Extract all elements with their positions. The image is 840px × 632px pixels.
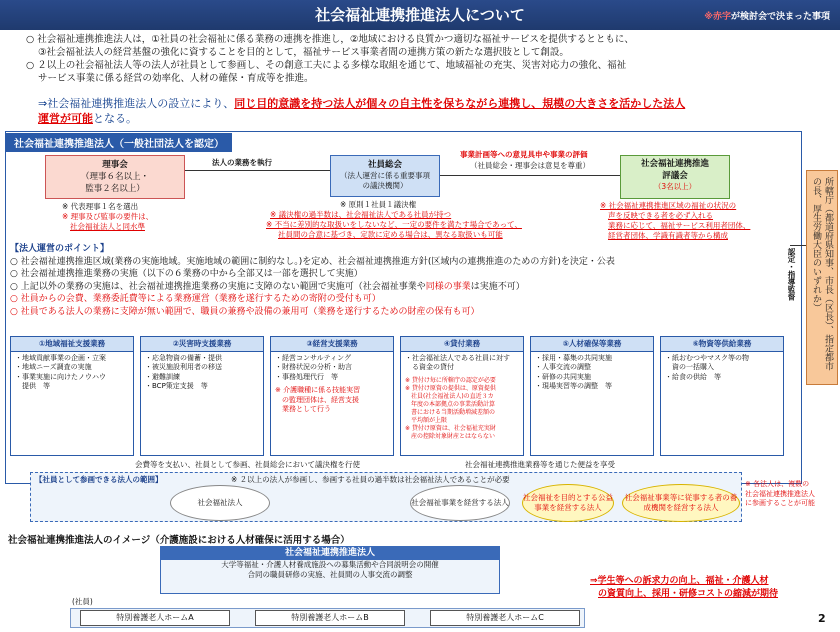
business-column-title: ③経営支援業務 — [271, 337, 393, 352]
member-range: 【社員として参画できる法人の範囲】 ※ ２以上の法人が参画し、参画する社員の過半数は社会福祉法人であることが必要 — [30, 472, 742, 522]
expected-effect: ⇒学生等への訴求力の向上、福祉・介護人材 の資質向上、採用・研修コストの縮減が期待 — [590, 576, 779, 599]
exec-label: 法人の業務を執行 — [212, 158, 272, 167]
frame-title: 社会福祉連携推進法人（一般社団法人を認定） — [6, 133, 232, 152]
exec-arrow — [185, 170, 330, 171]
business-column — [270, 336, 394, 456]
page-number: 2 — [818, 612, 826, 625]
board-box: 理事会 （理事６名以上・ 監事２名以上） — [45, 155, 185, 199]
side-label: 認定・指導監督 — [787, 248, 796, 301]
business-column-title: ④貸付業務 — [401, 337, 523, 352]
entity-welfare-business: 社会福祉事業を経営する法人 — [410, 485, 510, 521]
business-column-body: ・経営コンサルティング ・財務状況の分析・助言 ・事務処理代行 等 — [275, 353, 352, 381]
image-org-box: 社会福祉連携推進法人 大学等福祉・介護人材養成施設への募集活動や合同説明会の開催 合同の職員研修の実施、社員間の人事交流の調整 — [160, 546, 500, 594]
opinion-arrow — [440, 175, 620, 176]
business-column-note: ※ 介護職種に係る技能実習 の監理団体は、経営支援 業務として行う — [275, 386, 361, 413]
member-label: (社員) — [72, 597, 93, 606]
general-meeting-box: 社員総会 （法人運営に係る重要事項 の議決機関） — [330, 155, 440, 197]
operation-points: 【法人運営のポイント】 ○ 社会福祉連携推進区域(業務の実施地域。実施地域の範囲に制約なし。)を定め、社会福祉連携推進方針(区域内の連携推進のための方針)を決定・公表 ○ 社会福祉連携推進業務の実施（以下の６業務の中から全部又は一部を選択して実施） ○ 上記以外の業務の実施は、社会福祉連携推進業務の実施に支障のない範囲で実施可（社会福祉事業や同様の事業は実施不可） ○ 社員からの会費、業務委託費等による業務運営（業務を遂行するための寄附の受付も可） ○ 社員である法人の業務に支障が無い範囲で、職員の兼務や設備の兼用可（業務を遂行するための財産の保有も可） — [10, 244, 615, 317]
business-column — [530, 336, 654, 456]
page-title: 社会福祉連携推進法人について — [315, 6, 525, 24]
business-column-body: ・応急物資の備蓄・提供 ・被災施設利用者の移送 ・避難訓練 ・BCP策定支援 等 — [145, 353, 222, 390]
business-column-title: ⑥物資等供給業務 — [661, 337, 783, 352]
side-arrow — [790, 245, 806, 246]
business-column-body: ・紙おむつやマスク等の物 資の一括購入 ・給食の供給 等 — [665, 353, 749, 381]
business-column-body: ・社会福祉法人である社員に対す る資金の貸付 — [405, 353, 510, 371]
business-column-title: ②災害時支援業務 — [141, 337, 263, 352]
entity-public-interest: 社会福祉を目的とする公益事業を経営する法人 — [522, 484, 614, 522]
home-a: 特別養護老人ホームA — [80, 610, 230, 626]
business-column — [400, 336, 524, 456]
right-arrow-label: 社会福祉連携推進業務等を通じた便益を享受 — [465, 460, 615, 469]
business-column — [660, 336, 784, 456]
image-title: 社会福祉連携推進法人のイメージ（介護施設における人材確保に活用する場合） — [8, 535, 350, 546]
business-column-body: ・地域貢献事業の企画・立案 ・地域ニーズ調査の実施 ・事業実施に向けたノウハウ 提供 等 — [15, 353, 106, 390]
intro-conclusion: ⇒社会福祉連携推進法人の設立により、同じ目的意識を持つ法人が個々の自主性を保ちながら連携し、規模の大きさを活かした法人 運営が可能となる。 — [38, 97, 686, 125]
left-arrow-label: 会費等を支払い、社員として参画、社員総会において議決権を行使 — [135, 460, 360, 469]
intro: ○ 社会福祉連携推進法人は，①社員の社会福祉に係る業務の連携を推進し，②地域における良質かつ適切な福祉サービスを提供するとともに、 ③社会福祉法人の経営基盤の強化に資することを目的として，福祉サービス事業者間の連携方策の新たな選択肢として創設。 ○ ２以上の社会福祉法人等の法人が社員として参画し、その創意工夫による多様な取組を通じて、地域福祉の充実、災害対応力の強化、福祉 サービス事業に係る経営の効率化、人材の確保・育成等を推進。 — [26, 34, 634, 84]
home-c: 特別養護老人ホームC — [430, 610, 580, 626]
jurisdiction-box: 所轄庁（都道府県知事、市長（区長）、指定都市の長、厚生労働大臣のいずれか） — [806, 170, 838, 385]
entity-social-welfare: 社会福祉法人 — [170, 485, 270, 521]
council-notes: ※ 社会福祉連携推進区域の福祉の状況の 声を反映できる者を必ず入れる 業務に応じて、福祉サービス利用者団体、 経営者団体、学識有識者等から構成 — [600, 201, 751, 240]
council-box: 社会福祉連携推進 評議会 （3名以上） — [620, 155, 730, 199]
header-note: ※赤字が検討会で決まった事項 — [704, 12, 830, 22]
opinion-sub: （社員総会・理事会は意見を尊重） — [470, 161, 590, 170]
entity-training: 社会福祉事業等に従事する者の養成機関を経営する法人 — [622, 484, 740, 522]
business-column-note: ※ 貸付け毎に所轄庁の認定が必要 ※ 貸付け原資の提供は、原資提供 社員(社会福祉法人)の直近３カ 年度の本部拠点の事業活動計算 書における当期活動増減差額の 平均額が上限 ※ 貸付け原資は、社会福祉充実財 産の控除対象財産とはならない — [405, 376, 496, 440]
header-bar — [0, 0, 840, 30]
business-column-title: ⑤人材確保等業務 — [531, 337, 653, 352]
general-notes: ※ 原則１社員１議決権 ※ 議決権の過半数は、社会福祉法人である社員が持つ ※ 不当に差別的な取扱いをしないなど、一定の要件を満たす場合であって、 社員間の合意に基づき、定款に定める場合は、異なる取扱いも可能 — [266, 200, 522, 239]
business-column — [10, 336, 134, 456]
home-b: 特別養護老人ホームB — [255, 610, 405, 626]
opinion-label: 事業計画等への意見具申や事業の評価 — [460, 150, 588, 159]
business-column-title: ①地域福祉支援業務 — [11, 337, 133, 352]
business-column-body: ・採用・募集の共同実施 ・人事交流の調整 ・研修の共同実施 ・現場実習等の調整 等 — [535, 353, 612, 390]
business-column — [140, 336, 264, 456]
multi-membership-note: ※ 各法人は、複数の 社会福祉連携推進法人 に参画することが可能 — [745, 480, 815, 507]
board-notes: ※ 代表理事１名を選出 ※ 理事及び監事の要件は、 社会福祉法人と同水準 — [62, 202, 154, 231]
